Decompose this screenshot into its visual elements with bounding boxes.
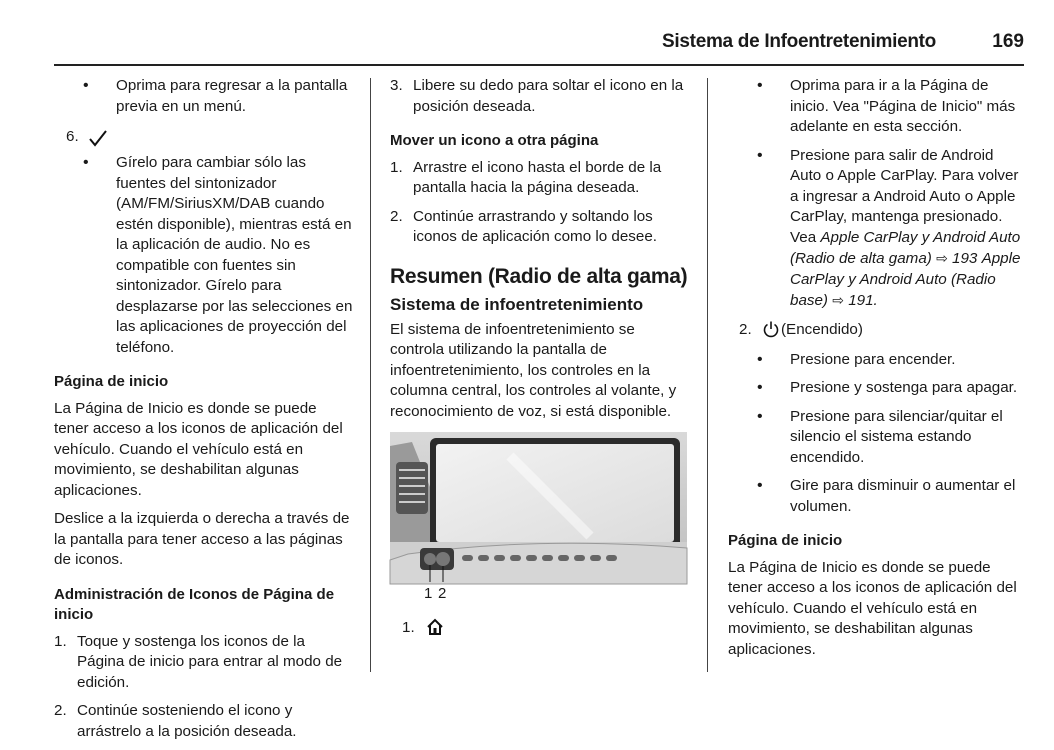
step-text: Continúe sosteniendo el icono y arrástrelo a la posición deseada. — [77, 702, 297, 740]
item-6-number: 6. — [66, 128, 79, 145]
heading-home-page: Página de inicio — [728, 532, 843, 549]
column-1 — [54, 76, 354, 750]
bullet-back: • Oprima para regresar a la pantalla previa en un menú. — [54, 76, 354, 117]
bullet-text: Presione para salir de Android Auto o Apple CarPlay. Para volver a ingresar a Android Auto o Apple CarPlay, mantenga presionado. Vea — [790, 146, 1019, 246]
item-1 — [402, 618, 690, 642]
home-icon — [426, 618, 444, 636]
air-vent — [396, 462, 428, 514]
bullet-power-off: • Presione y sostenga para apagar. — [728, 378, 1028, 399]
step-number: 1. — [54, 632, 67, 650]
column-3 — [728, 76, 1028, 668]
radio-drawing — [390, 432, 687, 602]
move-step-2 — [390, 207, 690, 248]
heading-icon-admin: Administración de Iconos de Página de inicio — [54, 585, 335, 623]
power-knob — [436, 552, 450, 566]
callout-2: 2 — [438, 585, 447, 602]
callout-1: 1 — [424, 585, 433, 602]
step-number: 3. — [390, 77, 403, 94]
para-home-1: La Página de Inicio es donde se puede tener acceso a los iconos de aplicación del vehículo. Cuando el vehículo está en movimiento, se deshabilitan algunas aplicaciones. — [54, 399, 343, 499]
bullet-power-on: • Presione para encender. — [728, 350, 1028, 371]
step-1 — [54, 632, 354, 694]
step-number: 2. — [54, 702, 67, 719]
checkmark-icon — [88, 129, 108, 147]
step-text: Continúe arrastrando y soltando los iconos de aplicación como lo desee. — [413, 207, 657, 245]
power-icon — [762, 320, 780, 338]
step-2 — [54, 701, 354, 742]
item-2 — [739, 320, 1028, 344]
xref-carplay-base[interactable]: Apple CarPlay y Android Auto (Radio base) — [790, 250, 1021, 309]
heading-move-icon: Mover un icono a otra página — [390, 132, 599, 149]
page-number: 169 — [992, 31, 1024, 52]
radio-illustration — [390, 432, 687, 602]
bullet-volume: • Gire para disminuir o aumentar el volumen. — [728, 476, 1028, 517]
bullet-tuner: • Gírelo para cambiar sólo las fuentes del sintonizador (AM/FM/SiriusXM/DAB cuando estén disponible), mientras está en la aplicación de audio. No es compatible con fuentes sin sintonizador. Gírelo para desplazarse por las selecciones en las aplicaciones de proyección del teléfono. — [54, 153, 354, 358]
xref-page[interactable]: 193 — [952, 250, 978, 267]
heading-home-page: Página de inicio — [54, 373, 169, 390]
step-3 — [390, 76, 690, 117]
item-2-number: 2. — [739, 320, 752, 338]
column-2 — [390, 76, 690, 642]
step-text: Libere su dedo para soltar el icono en la posición deseada. — [413, 77, 684, 115]
para-home-2: Deslice a la izquierda o derecha a través de la pantalla para tener acceso a las páginas de iconos. — [54, 510, 350, 568]
column-divider-1 — [370, 78, 371, 672]
page-arrow-icon: ⇨ — [936, 250, 948, 266]
item-6 — [66, 125, 354, 149]
section-title: Resumen (Radio de alta gama) — [390, 264, 688, 288]
para-system: El sistema de infoentretenimiento se controla utilizando la pantalla de infoentretenimiento, los controles en la columna central, los controles al volante, y reconocimiento de voz, si está disponible. — [390, 320, 677, 420]
move-step-1 — [390, 158, 690, 199]
step-number: 1. — [390, 158, 403, 176]
screen — [436, 444, 674, 542]
subsection-title: Sistema de infoentretenimiento — [390, 294, 644, 314]
home-button — [424, 553, 436, 565]
bullet-home: • Oprima para ir a la Página de inicio. Vea "Página de Inicio" más adelante en esta sección. — [728, 76, 1028, 138]
xref-page[interactable]: 191 — [848, 292, 874, 309]
step-text: Arrastre el icono hasta el borde de la pantalla hacia la página deseada. — [413, 158, 662, 196]
header-rule — [54, 64, 1024, 66]
bullet-exit-projection: • Presione para salir de Android Auto o Apple CarPlay. Para volver a ingresar a Android Auto o Apple CarPlay, mantenga presionado. Vea Apple CarPlay y Android Auto (Radio de alta gama) ⇨ 193 Apple CarPlay y Android Auto (Radio base) ⇨ 191. — [728, 146, 1028, 312]
page-header — [54, 31, 1024, 57]
step-number: 2. — [390, 207, 403, 225]
xref-carplay-high[interactable]: Apple CarPlay y Android Auto (Radio de alta gama) — [790, 228, 1021, 267]
page-arrow-icon: ⇨ — [832, 292, 844, 308]
item-1-number: 1. — [402, 619, 415, 636]
column-divider-2 — [707, 78, 708, 672]
running-title: Sistema de Infoentretenimiento — [662, 31, 936, 52]
bullet-mute: • Presione para silenciar/quitar el silencio el sistema estando encendido. — [728, 407, 1028, 469]
para-home: La Página de Inicio es donde se puede tener acceso a los iconos de aplicación del vehículo. Cuando el vehículo está en movimiento, se deshabilitan algunas aplicaciones. — [728, 558, 1017, 658]
item-2-label: (Encendido) — [781, 320, 863, 338]
step-text: Toque y sostenga los iconos de la Página de inicio para entrar al modo de edición. — [77, 632, 343, 691]
